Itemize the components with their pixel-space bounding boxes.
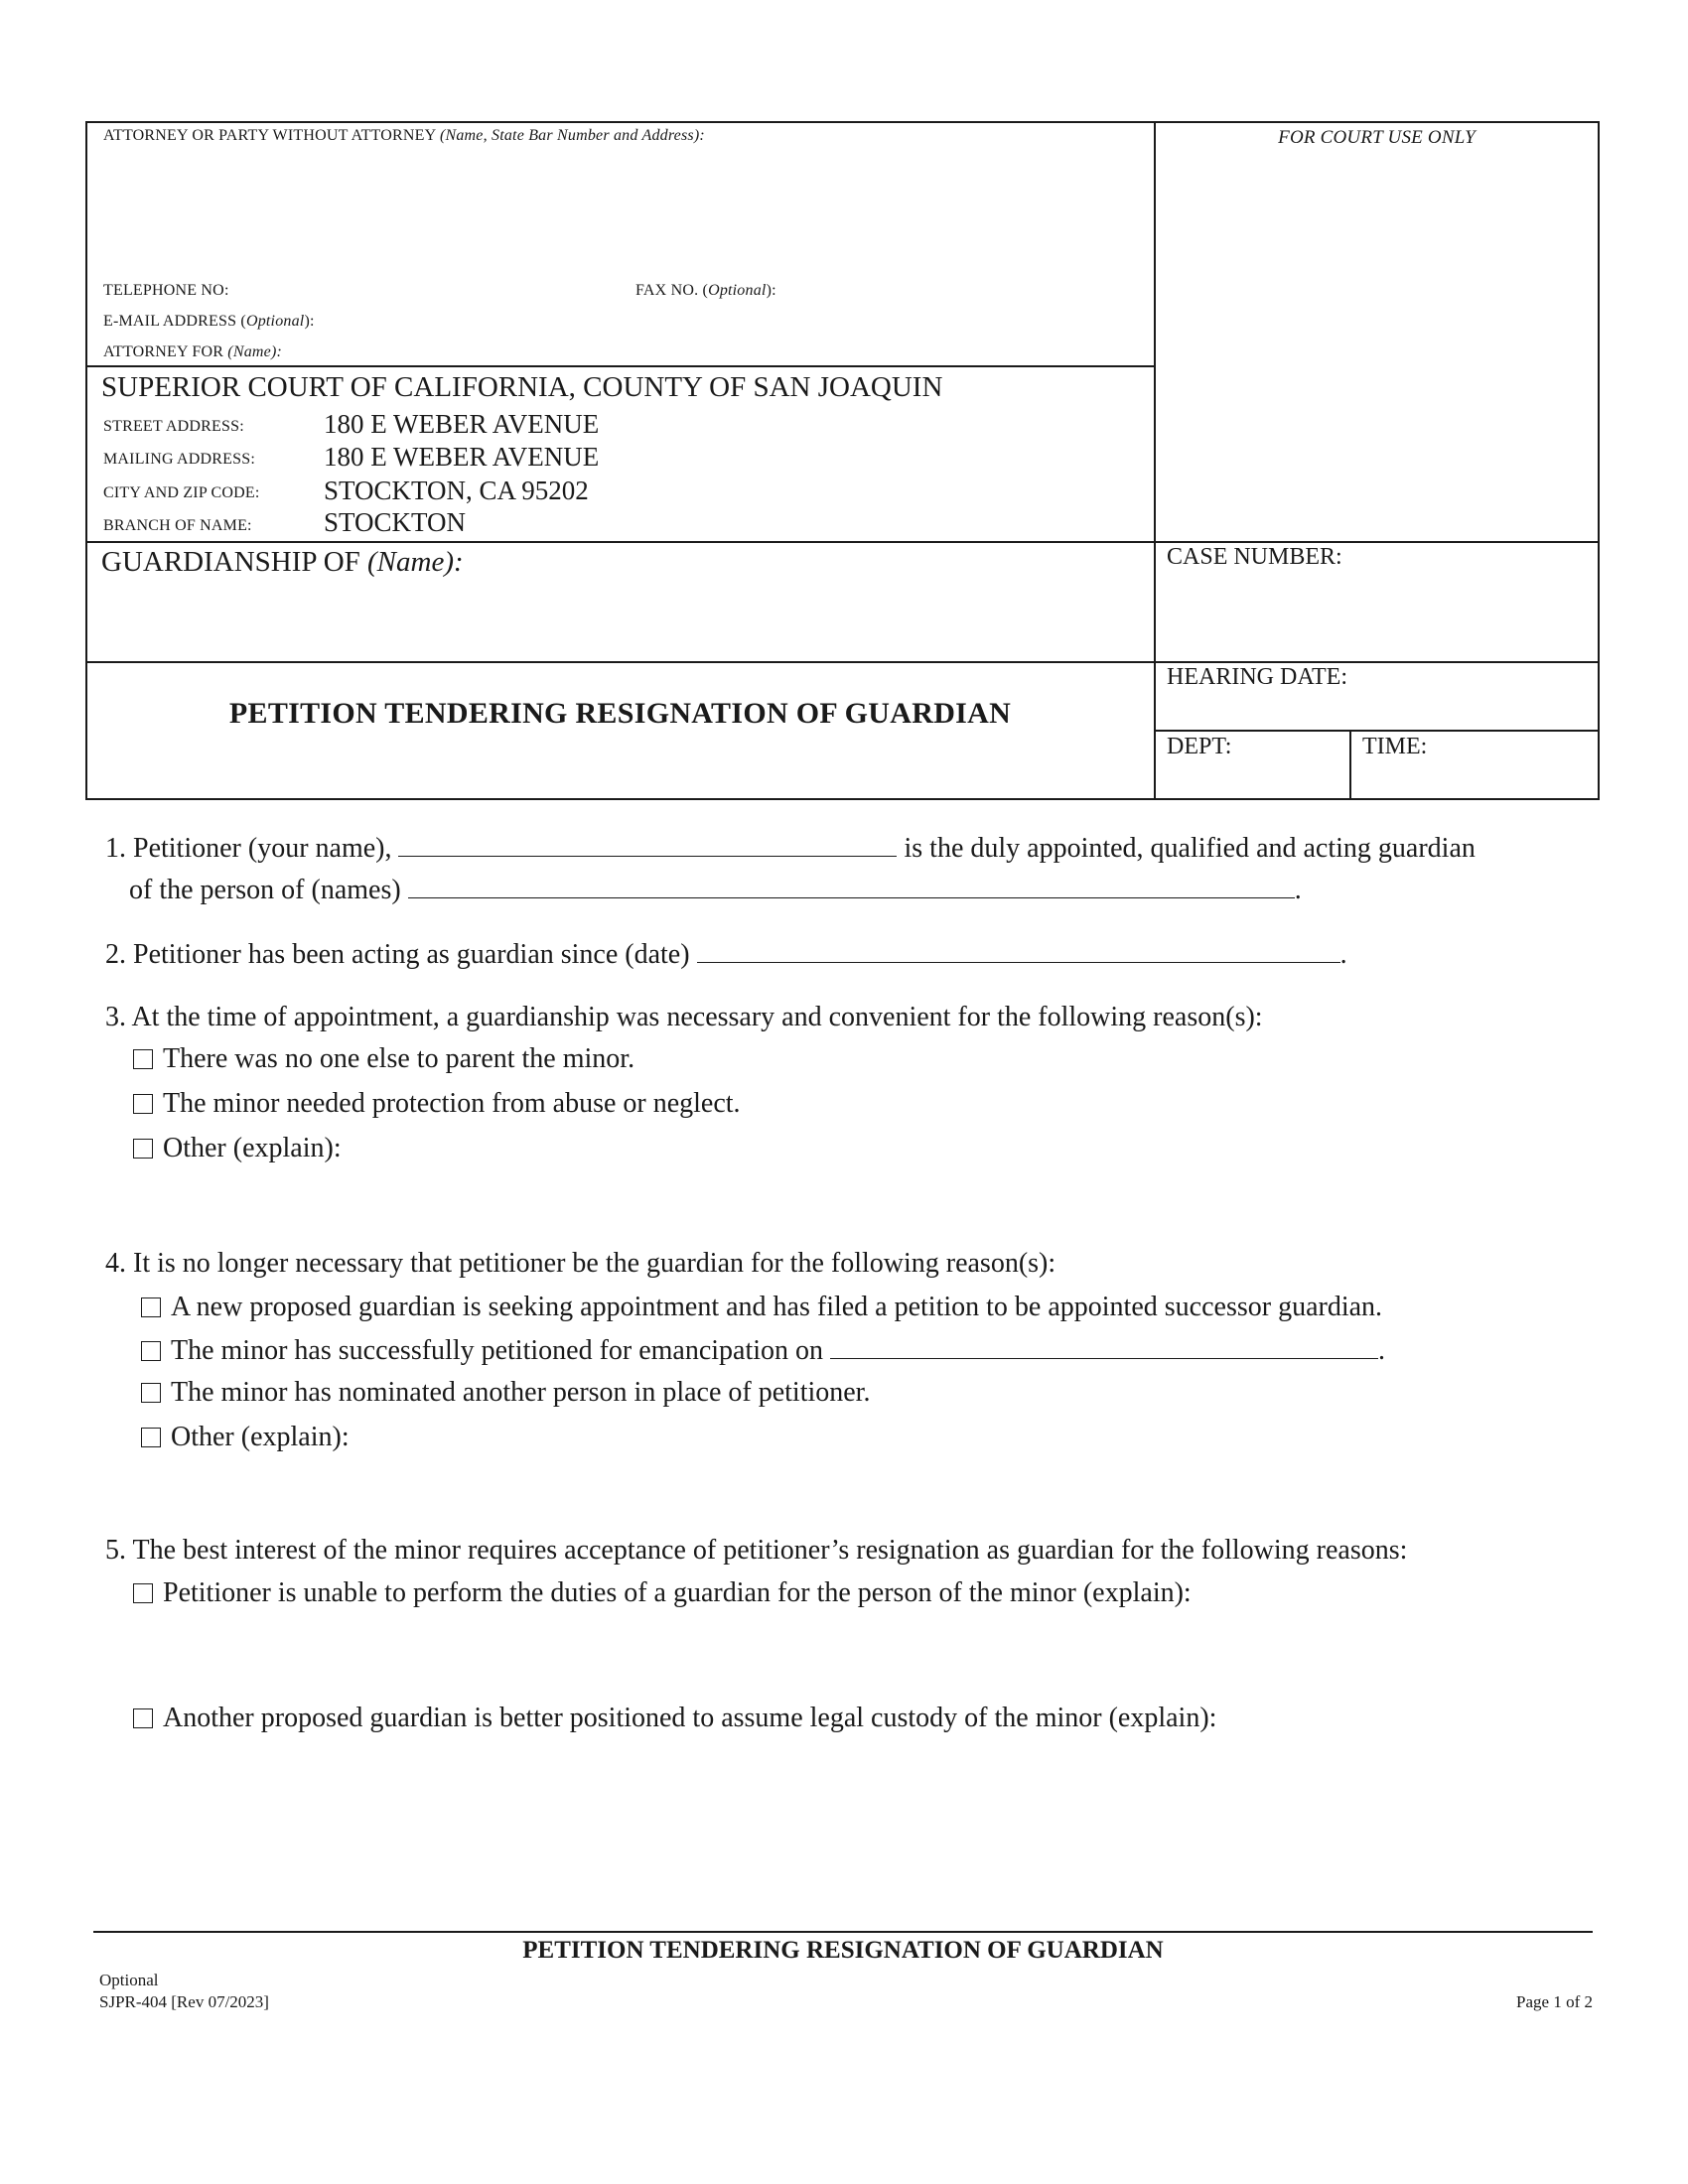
branch-name-label: BRANCH OF NAME: — [103, 517, 252, 534]
person-names-field[interactable] — [408, 872, 1295, 898]
street-address-label: STREET ADDRESS: — [103, 418, 244, 435]
checkbox[interactable] — [133, 1049, 153, 1069]
item-3-option-1[interactable]: There was no one else to parent the minor. — [133, 1042, 634, 1076]
item-5: 5. The best interest of the minor requires acceptance of petitioner’s resignation as guardian for the following reasons: — [105, 1535, 1408, 1566]
checkbox[interactable] — [133, 1583, 153, 1603]
mailing-address-label: MAILING ADDRESS: — [103, 451, 255, 468]
dept-label: DEPT: — [1167, 734, 1232, 759]
case-number-label: CASE NUMBER: — [1167, 544, 1342, 570]
street-address-value: 180 E WEBER AVENUE — [324, 409, 600, 439]
acting-since-date-field[interactable] — [697, 936, 1340, 963]
footer-title: PETITION TENDERING RESIGNATION OF GUARDIAN — [522, 1937, 1164, 1964]
footer-page-number: Page 1 of 2 — [1516, 1992, 1593, 2011]
item-3-option-2[interactable]: The minor needed protection from abuse or neglect. — [133, 1087, 741, 1121]
footer-optional: Optional — [99, 1971, 159, 1989]
attorney-for-label: ATTORNEY FOR (Name): — [103, 343, 283, 360]
item-3-option-3[interactable]: Other (explain): — [133, 1132, 342, 1165]
attorney-label: ATTORNEY OR PARTY WITHOUT ATTORNEY (Name, State Bar Number and Address): — [103, 127, 705, 144]
checkbox[interactable] — [133, 1708, 153, 1728]
attorney-court-divider — [85, 365, 1155, 367]
item-4-option-1[interactable]: A new proposed guardian is seeking appointment and has filed a petition to be appointed successor guardian. — [141, 1291, 1382, 1324]
item-4-option-3[interactable]: The minor has nominated another person in place of petitioner. — [141, 1376, 870, 1410]
hearing-dept-divider — [1154, 730, 1600, 732]
hearing-date-label: HEARING DATE: — [1167, 664, 1347, 690]
court-use-label: FOR COURT USE ONLY — [1278, 127, 1476, 148]
item-3: 3. At the time of appointment, a guardianship was necessary and convenient for the following reason(s): — [105, 1002, 1263, 1032]
checkbox[interactable] — [133, 1094, 153, 1114]
branch-name-value: STOCKTON — [324, 507, 467, 537]
email-label: E-MAIL ADDRESS (Optional): — [103, 313, 315, 330]
city-zip-label: CITY AND ZIP CODE: — [103, 484, 260, 501]
item-2: 2. Petitioner has been acting as guardian since (date) . — [105, 936, 1347, 972]
item-1-line-1: 1. Petitioner (your name), is the duly appointed, qualified and acting guardian — [105, 830, 1476, 866]
checkbox[interactable] — [133, 1139, 153, 1159]
guardianship-title-divider — [85, 661, 1600, 663]
mailing-address-value: 180 E WEBER AVENUE — [324, 442, 600, 472]
emancipation-date-field[interactable] — [830, 1332, 1378, 1359]
form-title: PETITION TENDERING RESIGNATION OF GUARDIAN — [228, 697, 1012, 730]
item-1-line-2: of the person of (names) . — [129, 872, 1302, 907]
item-4-option-4[interactable]: Other (explain): — [141, 1421, 350, 1454]
checkbox[interactable] — [141, 1383, 161, 1403]
item-5-option-2[interactable]: Another proposed guardian is better positioned to assume legal custody of the minor (explain): — [133, 1702, 1216, 1735]
telephone-label: TELEPHONE NO: — [103, 282, 229, 299]
time-label: TIME: — [1362, 734, 1428, 759]
item-5-option-1[interactable]: Petitioner is unable to perform the duties of a guardian for the person of the minor (explain): — [133, 1576, 1192, 1610]
checkbox[interactable] — [141, 1297, 161, 1317]
item-4-option-2[interactable]: The minor has successfully petitioned for emancipation on . — [141, 1332, 1385, 1368]
petitioner-name-field[interactable] — [398, 830, 897, 857]
city-zip-value: STOCKTON, CA 95202 — [324, 476, 589, 505]
item-4: 4. It is no longer necessary that petitioner be the guardian for the following reason(s): — [105, 1248, 1056, 1279]
footer-form-number: SJPR-404 [Rev 07/2023] — [99, 1992, 269, 2011]
court-name: SUPERIOR COURT OF CALIFORNIA, COUNTY OF SAN JOAQUIN — [101, 371, 943, 403]
fax-label: FAX NO. (Optional): — [635, 282, 776, 299]
dept-time-divider — [1349, 730, 1351, 800]
checkbox[interactable] — [141, 1341, 161, 1361]
footer-rule — [93, 1931, 1593, 1933]
guardianship-of-label: GUARDIANSHIP OF (Name): — [101, 546, 464, 578]
checkbox[interactable] — [141, 1428, 161, 1447]
court-guardianship-divider — [85, 541, 1600, 543]
